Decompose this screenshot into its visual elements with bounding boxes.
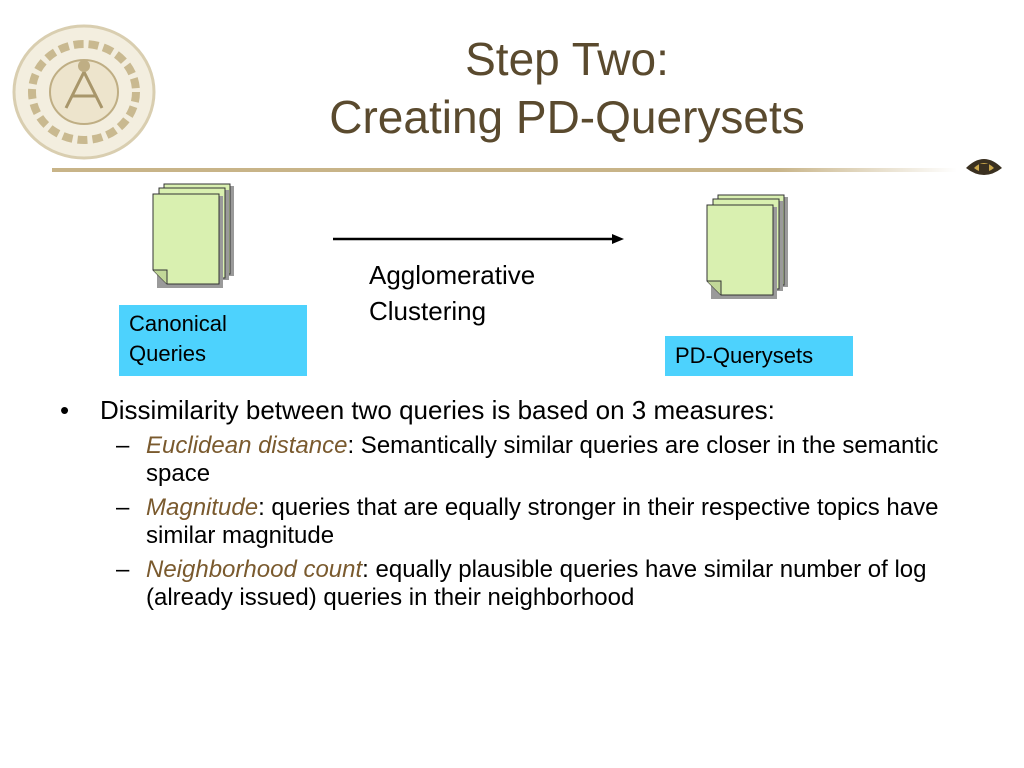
main-bullet (60, 394, 980, 426)
title-line-2: Creating PD-Querysets (329, 91, 805, 143)
sub-bullet-text: : queries that are equally stronger in their respective topics have similar magnitude (146, 494, 939, 549)
pd-querysets-document-stack-icon (702, 193, 802, 313)
canonical-label-line-1: Canonical (129, 311, 227, 336)
pd-querysets-label (665, 336, 853, 376)
arrow-caption-line-2: Clustering (369, 296, 487, 326)
dash-icon: – (116, 432, 130, 459)
canonical-queries-label (119, 305, 307, 376)
arrow-caption-line-1: Agglomerative (369, 260, 536, 290)
canonical-label-line-2: Queries (129, 341, 207, 366)
bullet-list (60, 394, 980, 612)
dash-icon: – (116, 556, 130, 583)
arrow-right-icon (330, 228, 630, 250)
slide-title (0, 30, 1024, 146)
sub-bullet-text: : equally plausible queries have similar number of log (already issued) queries in their neighborhood (146, 556, 927, 611)
sub-bullet-term: Magnitude (146, 494, 259, 521)
pd-querysets-label-text: PD-Querysets (675, 343, 814, 368)
canonical-queries-document-stack-icon (148, 182, 248, 302)
arrow-caption (369, 257, 535, 329)
sub-bullet-text: : Semantically similar queries are closer in the semantic space (146, 432, 939, 487)
title-line-1: Step Two: (465, 33, 669, 85)
main-bullet-text: Dissimilarity between two queries is based on 3 measures: (100, 395, 775, 425)
dash-icon: – (116, 494, 130, 521)
sub-bullet-term: Euclidean distance (146, 432, 348, 459)
title-underline (52, 168, 957, 172)
sub-bullet-term: Neighborhood count (146, 556, 363, 583)
sub-bullet (60, 556, 980, 612)
sub-bullet (60, 432, 980, 488)
bullet-dot-icon: • (60, 395, 70, 425)
university-emblem-icon (962, 146, 1006, 186)
sub-bullet (60, 494, 980, 550)
